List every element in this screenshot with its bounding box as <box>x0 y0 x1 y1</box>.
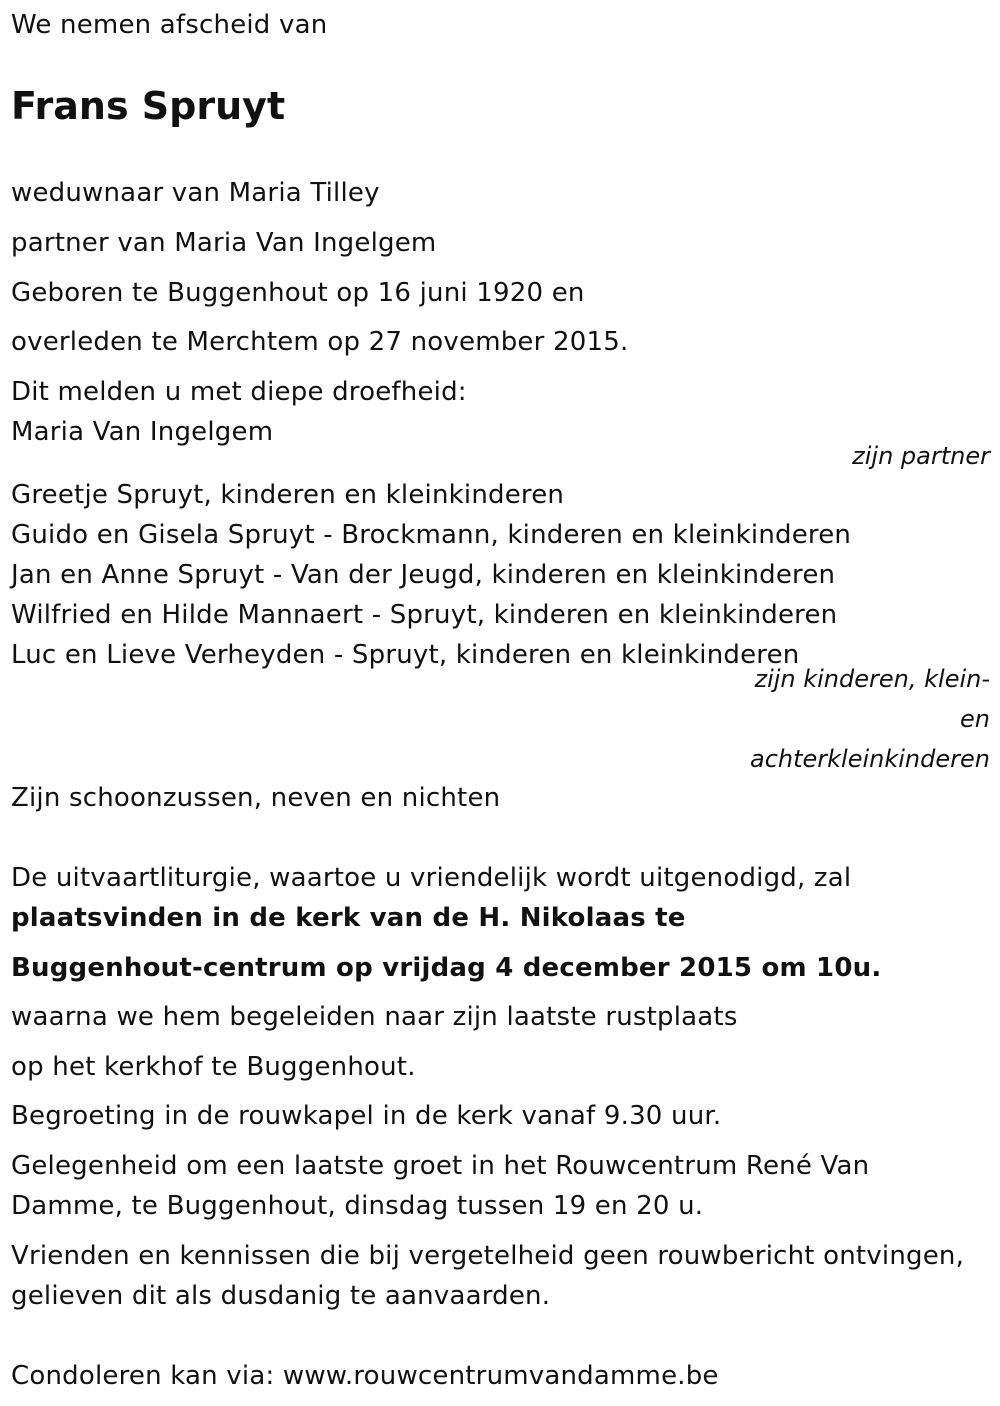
children-role-1: zijn kinderen, klein- <box>754 665 990 693</box>
funeral-line-3: Buggenhout-centrum op vrijdag 4 december 2015 om 10u. <box>11 953 882 983</box>
deceased-name: Frans Spruyt <box>11 84 286 128</box>
child-line-3: Jan en Anne Spruyt - Van der Jeugd, kinderen en kleinkinderen <box>11 560 836 590</box>
child-line-1: Greetje Spruyt, kinderen en kleinkinderen <box>11 480 565 510</box>
funeral-line-8: Damme, te Buggenhout, dinsdag tussen 19 en 20 u. <box>11 1191 704 1221</box>
funeral-line-1: De uitvaartliturgie, waartoe u vriendelijk wordt uitgenodigd, zal <box>11 863 852 893</box>
child-line-2: Guido en Gisela Spruyt - Brockmann, kinderen en kleinkinderen <box>11 520 852 550</box>
child-line-5: Luc en Lieve Verheyden - Spruyt, kinderen en kleinkinderen <box>11 640 800 670</box>
funeral-line-7: Gelegenheid om een laatste groet in het Rouwcentrum René Van <box>11 1151 870 1181</box>
funeral-line-6: Begroeting in de rouwkapel in de kerk vanaf 9.30 uur. <box>11 1101 722 1131</box>
condolence-label: Condoleren kan via: <box>11 1361 283 1391</box>
children-role-2: en <box>960 705 990 733</box>
announce-text: Dit melden u met diepe droefheid: <box>11 377 467 407</box>
funeral-line-5: op het kerkhof te Buggenhout. <box>11 1052 416 1082</box>
partner-name: Maria Van Ingelgem <box>11 417 274 447</box>
relatives-text: Zijn schoonzussen, neven en nichten <box>11 783 501 813</box>
funeral-line-10: gelieven dit als dusdanig te aanvaarden. <box>11 1281 551 1311</box>
condolence-line <box>11 1361 719 1391</box>
funeral-line-4: waarna we hem begeleiden naar zijn laatste rustplaats <box>11 1002 738 1032</box>
child-line-4: Wilfried en Hilde Mannaert - Spruyt, kinderen en kleinkinderen <box>11 600 838 630</box>
detail-born: Geboren te Buggenhout op 16 juni 1920 en <box>11 278 585 308</box>
partner-role: zijn partner <box>852 442 990 470</box>
funeral-line-2: plaatsvinden in de kerk van de H. Nikolaas te <box>11 903 686 933</box>
detail-partner: partner van Maria Van Ingelgem <box>11 228 437 258</box>
children-role-3: achterkleinkinderen <box>750 745 990 773</box>
detail-died: overleden te Merchtem op 27 november 2015. <box>11 327 629 357</box>
funeral-line-9: Vrienden en kennissen die bij vergetelheid geen rouwbericht ontvingen, <box>11 1241 965 1271</box>
intro-text: We nemen afscheid van <box>11 10 328 40</box>
detail-widower: weduwnaar van Maria Tilley <box>11 178 380 208</box>
condolence-link[interactable]: www.rouwcentrumvandamme.be <box>282 1361 719 1391</box>
